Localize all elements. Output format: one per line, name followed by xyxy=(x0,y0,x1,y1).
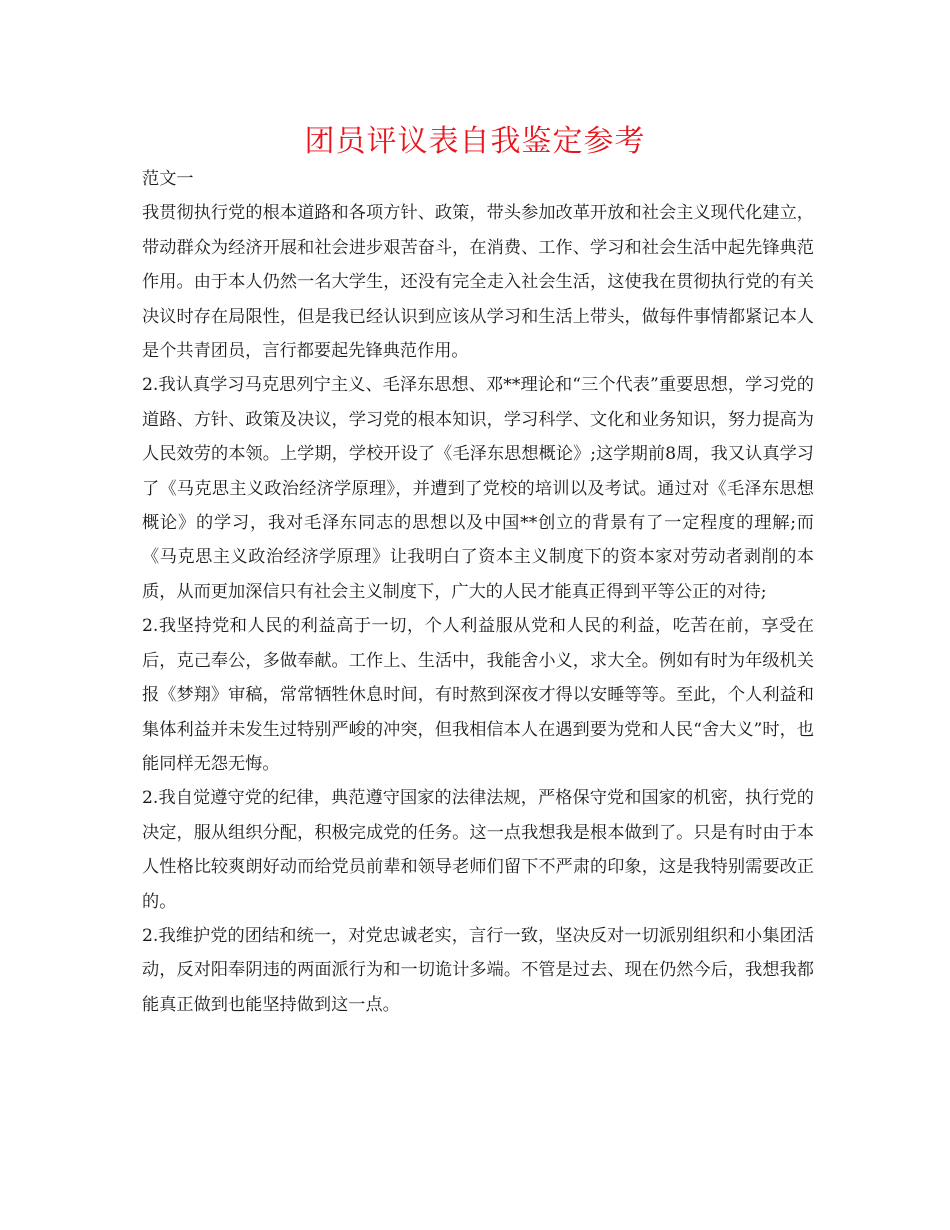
paragraph-5: 2.我维护党的团结和统一，对党忠诚老实，言行一致，坚决反对一切派别组织和小集团活动，反对阳奉阴违的两面派行为和一切诡计多端。不管是过去、现在仍然今后，我想我都能真正做到也能坚持做到这一点。 xyxy=(142,925,814,1015)
document-body xyxy=(142,162,814,1022)
paragraph-3: 2.我坚持党和人民的利益高于一切，个人利益服从党和人民的利益，吃苦在前，享受在后，克己奉公，多做奉献。工作上、生活中，我能舍小义，求大全。例如有时为年级机关报《梦翔》审稿，常常牺牲休息时间，有时熬到深夜才得以安睡等等。至此，个人利益和集体利益并未发生过特别严峻的冲突，但我相信本人在遇到要为党和人民“舍大义”时，也能同样无怨无悔。 xyxy=(142,616,814,774)
section-label: 范文一 xyxy=(142,169,194,189)
paragraph-2: 2.我认真学习马克思列宁主义、毛泽东思想、邓**理论和“三个代表”重要思想，学习党的道路、方针、政策及决议，学习党的根本知识，学习科学、文化和业务知识，努力提高为人民效劳的本领。上学期，学校开设了《毛泽东思想概论》;这学期前8周，我又认真学习了《马克思主义政治经济学原理》，并遭到了党校的培训以及考试。通过对《毛泽东思想概论》的学习，我对毛泽东同志的思想以及中国**创立的背景有了一定程度的理解;而《马克思主义政治经济学原理》让我明白了资本主义制度下的资本家对劳动者剥削的本质，从而更加深信只有社会主义制度下，广大的人民才能真正得到平等公正的对待; xyxy=(142,375,814,602)
paragraph-4: 2.我自觉遵守党的纪律，典范遵守国家的法律法规，严格保守党和国家的机密，执行党的决定，服从组织分配，积极完成党的任务。这一点我想我是根本做到了。只是有时由于本人性格比较爽朗好动而给党员前辈和领导老师们留下不严肃的印象，这是我特别需要改正的。 xyxy=(142,788,814,912)
paragraph-1: 我贯彻执行党的根本道路和各项方针、政策，带头参加改革开放和社会主义现代化建立，带动群众为经济开展和社会进步艰苦奋斗，在消费、工作、学习和社会生活中起先锋典范作用。由于本人仍然一名大学生，还没有完全走入社会生活，这使我在贯彻执行党的有关决议时存在局限性，但是我已经认识到应该从学习和生活上带头，做每件事情都紧记本人是个共青团员，言行都要起先锋典范作用。 xyxy=(142,203,814,362)
document-title: 团员评议表自我鉴定参考 xyxy=(304,124,646,159)
